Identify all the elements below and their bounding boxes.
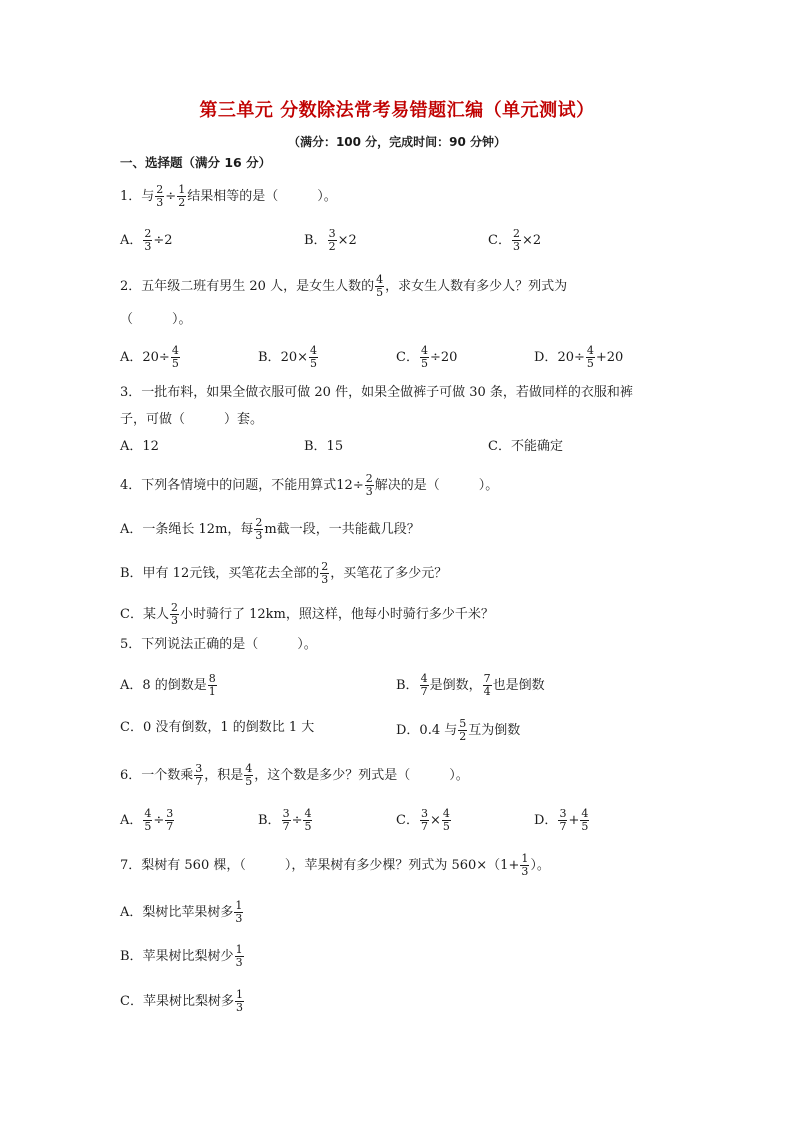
fraction: $\frac{4}{5}$ bbox=[442, 807, 450, 833]
question-2-option-d[interactable]: D．20÷ $\frac{4}{5}$ +20 bbox=[534, 344, 624, 370]
question-1-option-c[interactable]: C． $\frac{2}{3}$ ×2 bbox=[488, 227, 542, 253]
fraction: $\frac{5}{2}$ bbox=[459, 717, 467, 743]
fraction: $\frac{2}{3}$ bbox=[321, 560, 329, 586]
fraction: $\frac{3}{7}$ bbox=[420, 807, 428, 833]
fraction: $\frac{4}{7}$ bbox=[420, 672, 428, 698]
question-6-option-b[interactable]: B． $\frac{3}{7}$ ÷ $\frac{4}{5}$ bbox=[258, 807, 312, 833]
fraction: $\frac{4}{5}$ bbox=[144, 807, 152, 833]
question-2-stem-line2: （ ）。 bbox=[120, 312, 192, 327]
fraction: $\frac{1}{3}$ bbox=[235, 988, 243, 1014]
question-6-option-a[interactable]: A． $\frac{4}{5}$ ÷ $\frac{3}{7}$ bbox=[120, 807, 174, 833]
question-2-option-b[interactable]: B．20× $\frac{4}{5}$ bbox=[258, 344, 317, 370]
fraction: $\frac{4}{5}$ bbox=[420, 344, 428, 370]
fraction: $\frac{4}{5}$ bbox=[376, 273, 384, 299]
fraction: $\frac{2}{3}$ bbox=[156, 183, 164, 209]
fraction: $\frac{1}{3}$ bbox=[235, 899, 243, 925]
section-heading: 一、选择题（满分 16 分） bbox=[120, 155, 272, 170]
question-7-stem: 7．梨树有 560 棵，（ ），苹果树有多少棵？列式为 560×（1+ $\frac{1}{3}$ ）。 bbox=[120, 852, 550, 878]
question-1-option-a[interactable]: A． $\frac{2}{3}$ ÷2 bbox=[120, 227, 173, 253]
question-4-option-b[interactable]: B．甲有 12元钱，买笔花去全部的 $\frac{2}{3}$ ，买笔花了多少元？ bbox=[120, 560, 448, 586]
fraction: $\frac{2}{3}$ bbox=[255, 516, 263, 542]
question-4-stem: 4．下列各情境中的问题，不能用算式12÷ $\frac{2}{3}$ 解决的是（ ）。 bbox=[120, 472, 499, 498]
fraction: $\frac{4}{5}$ bbox=[310, 344, 317, 370]
fraction: $\frac{3}{7}$ bbox=[559, 807, 567, 833]
page-title: 第三单元 分数除法常考易错题汇编（单元测试） bbox=[199, 100, 595, 121]
fraction: $\frac{1}{3}$ bbox=[521, 852, 529, 878]
page-subtitle: （满分：100 分，完成时间：90 分钟） bbox=[287, 135, 507, 149]
question-5-option-c[interactable]: C．0 没有倒数，1 的倒数比 1 大 bbox=[120, 720, 315, 735]
question-7-option-b[interactable]: B．苹果树比梨树少 $\frac{1}{3}$ bbox=[120, 943, 243, 969]
fraction: $\frac{2}{3}$ bbox=[512, 227, 520, 253]
question-3-option-a[interactable]: A．12 bbox=[120, 439, 159, 454]
question-5-option-d[interactable]: D．0.4 与 $\frac{5}{2}$ 互为倒数 bbox=[396, 717, 521, 743]
fraction: $\frac{4}{5}$ bbox=[586, 344, 594, 370]
question-5-option-a[interactable]: A．8 的倒数是 $\frac{8}{1}$ bbox=[120, 672, 216, 698]
question-6-stem: 6．一个数乘 $\frac{3}{7}$ ，积是 $\frac{4}{5}$ ，这个数是多少？列式是（ ）。 bbox=[120, 762, 469, 788]
question-3-stem-line2: 子，可做（ ）套。 bbox=[120, 412, 264, 427]
question-5-option-b[interactable]: B． $\frac{4}{7}$ 是倒数， $\frac{7}{4}$ 也是倒数 bbox=[396, 672, 545, 698]
question-2-option-c[interactable]: C． $\frac{4}{5}$ ÷20 bbox=[396, 344, 458, 370]
question-1-stem: 1．与 $\frac{2}{3}$ ÷ $\frac{1}{2}$ 结果相等的是（ ）。 bbox=[120, 183, 337, 209]
question-1-option-b[interactable]: B． $\frac{3}{2}$ ×2 bbox=[304, 227, 357, 253]
question-4-option-c[interactable]: C．某人 $\frac{2}{3}$ 小时骑行了 12km，照这样，他每小时骑行多少千米？ bbox=[120, 601, 494, 627]
question-7-option-a[interactable]: A．梨树比苹果树多 $\frac{1}{3}$ bbox=[120, 899, 243, 925]
fraction: $\frac{3}{7}$ bbox=[166, 807, 174, 833]
question-2-option-a[interactable]: A．20÷ $\frac{4}{5}$ bbox=[120, 344, 179, 370]
fraction: $\frac{4}{5}$ bbox=[245, 762, 253, 788]
fraction: $\frac{1}{3}$ bbox=[235, 943, 243, 969]
fraction: $\frac{3}{7}$ bbox=[282, 807, 290, 833]
fraction: $\frac{1}{2}$ bbox=[178, 183, 186, 209]
fraction: $\frac{8}{1}$ bbox=[208, 672, 216, 698]
question-3-option-c[interactable]: C．不能确定 bbox=[488, 439, 563, 454]
question-3-option-b[interactable]: B．15 bbox=[304, 439, 344, 454]
question-6-option-c[interactable]: C． $\frac{3}{7}$ × $\frac{4}{5}$ bbox=[396, 807, 450, 833]
fraction: $\frac{4}{5}$ bbox=[581, 807, 589, 833]
fraction: $\frac{4}{5}$ bbox=[304, 807, 312, 833]
question-4-option-a[interactable]: A．一条绳长 12m，每 $\frac{2}{3}$ m截一段，一共能截几段？ bbox=[120, 516, 420, 542]
question-5-stem: 5．下列说法正确的是（ ）。 bbox=[120, 637, 317, 652]
fraction: $\frac{3}{2}$ bbox=[328, 227, 336, 253]
fraction: $\frac{2}{3}$ bbox=[144, 227, 152, 253]
fraction: $\frac{7}{4}$ bbox=[483, 672, 491, 698]
fraction: $\frac{3}{7}$ bbox=[195, 762, 203, 788]
question-7-option-c[interactable]: C．苹果树比梨树多 $\frac{1}{3}$ bbox=[120, 988, 243, 1014]
question-2-stem: 2．五年级二班有男生 20 人，是女生人数的 $\frac{4}{5}$ ，求女生人数有多少人？列式为 bbox=[120, 273, 568, 299]
fraction: $\frac{2}{3}$ bbox=[365, 472, 373, 498]
fraction: $\frac{4}{5}$ bbox=[171, 344, 179, 370]
question-3-stem: 3．一批布料，如果全做衣服可做 20 件，如果全做裤子可做 30 条，若做同样的衣服和裤 bbox=[120, 385, 633, 400]
question-6-option-d[interactable]: D． $\frac{3}{7}$ + $\frac{4}{5}$ bbox=[534, 807, 589, 833]
fraction: $\frac{2}{3}$ bbox=[170, 601, 178, 627]
